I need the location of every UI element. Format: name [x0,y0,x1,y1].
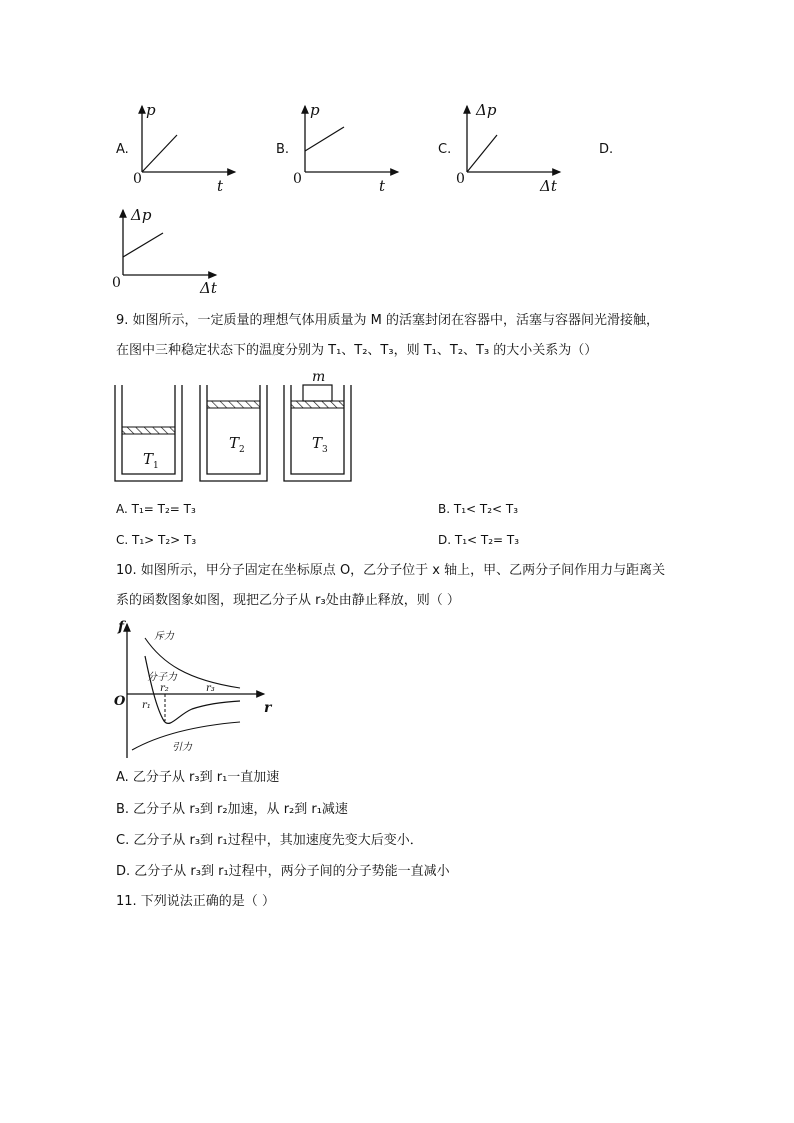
q10-choice-c: C. 乙分子从 r₃到 r₁过程中，其加速度先变大后变小． [116,833,423,848]
f-axis-label: f [118,619,125,635]
repulsion-label: 斥力 [154,631,174,642]
piston-3 [291,401,344,408]
option-c-letter: C. [438,142,452,157]
mass-block [303,385,332,401]
q9-choice-d: D. T₁< T₂= T₃ [438,533,520,547]
container-3 [284,385,351,481]
graph-a-ylabel: p [146,101,156,119]
temp-label-2: $T_2$ [229,434,245,455]
q9-choice-c: C. T₁> T₂> T₃ [116,533,197,547]
option-d-letter: D. [599,142,614,157]
graph-d-line [123,233,163,257]
q10-choice-b: B. 乙分子从 r₃到 r₂加速，从 r₂到 r₁减速 [116,802,348,817]
graph-d-ylabel: Δp [131,206,152,224]
option-a-letter: A. [116,142,129,157]
graph-c-ylabel: Δp [476,101,497,119]
r1-label: r₁ [142,700,151,711]
origin-label: O [114,694,126,709]
q9-choice-b: B. T₁< T₂< T₃ [438,502,519,516]
mass-label: m [312,369,326,385]
r3-label: r₃ [206,683,215,694]
graph-c-xlabel: Δt [540,177,557,195]
graph-c-line [467,135,497,172]
q10-text-line2: 系的函数图象如图，现把乙分子从 r₃处由静止释放，则（ ） [116,593,460,608]
graph-a-xlabel: t [217,177,224,195]
attraction-label: 引力 [172,742,192,753]
graph-a-origin: 0 [133,171,142,187]
q10-choice-a: A. 乙分子从 r₃到 r₁一直加速 [116,770,280,785]
piston-2 [207,401,260,408]
q10-choice-d: D. 乙分子从 r₃到 r₁过程中，两分子间的分子势能一直减小 [116,864,450,879]
graph-d-xlabel: Δt [200,279,217,297]
piston-1 [122,427,175,434]
graph-b-xlabel: t [379,177,386,195]
q10-text-line1: 10. 如图所示，甲分子固定在坐标原点 O，乙分子位于 x 轴上，甲、乙两分子间作用力与距离关 [116,563,666,578]
molecular-force-label: 分子力 [147,672,177,683]
graph-d-origin: 0 [112,275,121,291]
option-b-letter: B. [276,142,290,157]
q9-text-line1: 9. 如图所示，一定质量的理想气体用质量为 M 的活塞封闭在容器中，活塞与容器间光滑接触， [116,313,660,328]
graph-a-line [142,135,177,172]
r2-label: r₂ [160,683,169,694]
graph-b-origin: 0 [293,171,302,187]
r-axis-label: r [264,700,272,716]
container-2 [200,385,267,481]
graph-b-ylabel: p [310,101,320,119]
graph-c-origin: 0 [456,171,465,187]
q9-text-line2: 在图中三种稳定状态下的温度分别为 T₁、T₂、T₃，则 T₁、T₂、T₃ 的大小关系为（） [116,343,598,358]
graph-b-line [305,127,344,151]
temp-label-3: $T_3$ [312,434,328,455]
q11-text-line1: 11. 下列说法正确的是（ ） [116,894,275,909]
q9-choice-a: A. T₁= T₂= T₃ [116,502,196,516]
temp-label-1: $T_1$ [143,450,159,471]
force-distance-graph [112,618,282,763]
